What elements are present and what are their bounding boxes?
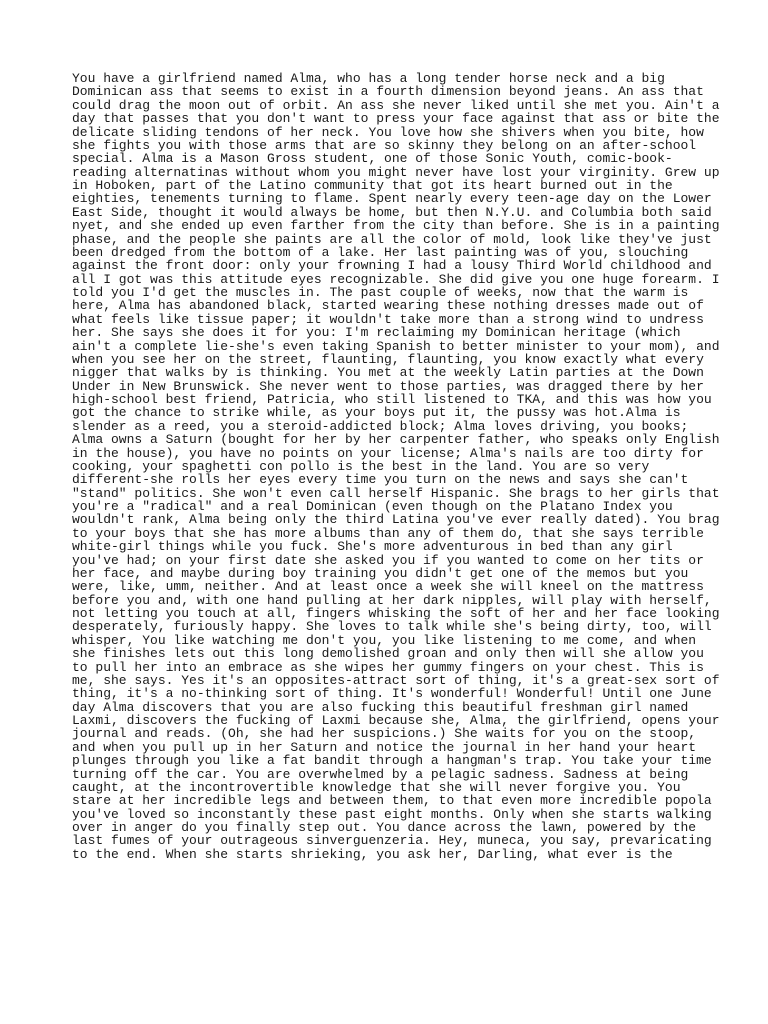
text-line: before you and, with one hand pulling at her dark nipples, will play with herself, [72,592,712,608]
text-line: last fumes of your outrageous sinverguenzeria. Hey, muneca, you say, prevaricating [72,833,712,849]
text-line: and when you pull up in her Saturn and notice the journal in her hand your heart [72,739,697,755]
text-line: you're a "radical" and a real Dominican (even though on the Platano Index you [72,499,673,514]
body-text [72,71,720,862]
text-line: to the end. When she starts shrieking, you ask her, Darling, what ever is the [72,846,673,862]
text-line: plunges through you like a fat bandit through a hangman's trap. You take your time [72,753,712,769]
text-line: journal and reads. (Oh, she had her suspicions.) She waits for you on the stoop, [72,726,697,742]
text-line: special. Alma is a Mason Gross student, one of those Sonic Youth, comic-book- [72,151,673,167]
text-line: she finishes lets out this long demolished groan and only then will she allow you [72,646,704,662]
text-line: Dominican ass that seems to exist in a fourth dimension beyond jeans. An ass that [72,84,704,100]
text-line: cooking, your spaghetti con pollo is the best in the land. You are so very [72,458,650,474]
text-line: could drag the moon out of orbit. An ass she never liked until she met you. Ain't a [72,97,720,113]
text-line: "stand" politics. She won't even call herself Hispanic. She brags to her girls that [72,485,720,501]
text-line: East Side, thought it would always be home, but then N.Y.U. and Columbia both said [72,204,712,220]
text-line: ain't a complete lie-she's even taking Spanish to better minister to your mom), and [72,338,720,354]
text-line: not letting you touch at all, fingers whisking the soft of her and her face looking [72,606,720,621]
text-line: what feels like tissue paper; it wouldn't take more than a strong wind to undress [72,311,704,327]
text-line: got the chance to strike while, as your boys put it, the pussy was hot.Alma is [72,405,681,421]
text-line: in the house), you have no points on your license; Alma's nails are too dirty for [72,445,704,461]
text-line: nyet, and she ended up even farther from the city than before. She is in a painting [72,218,720,234]
text-line: you've loved so inconstantly these past eight months. Only when she starts walking [72,806,712,822]
text-line: delicate sliding tendons of her neck. You love how she shivers when you bite, how [72,124,704,140]
text-line: told you I'd get the muscles in. The past couple of weeks, now that the warm is [72,285,689,300]
text-line: reading alternatinas without whom you might never have lost your virginity. Grew up [72,164,720,180]
text-line: nigger that walks by is thinking. You met at the weekly Latin parties at the Down [72,365,704,381]
text-line: slender as a reed, you a steroid-addicted block; Alma loves driving, you books; [72,418,689,434]
text-line: her face, and maybe during boy training you didn't get one of the memos but you [72,565,689,581]
text-line: caught, at the incontrovertible knowledge that she will never forgive you. You [72,779,681,795]
text-line: against the front door: only your frowning I had a lousy Third World childhood and [72,258,712,274]
text-line: when you see her on the street, flaunting, flaunting, you know exactly what every [72,351,704,367]
text-line: day that passes that you don't want to press your face against that ass or bite the [72,111,720,127]
text-line: been dredged from the bottom of a lake. Her last painting was of you, slouching [72,244,689,260]
text-line: different-she rolls her eyes every time you turn on the news and says she can't [72,472,689,488]
text-line: her. She says she does it for you: I'm reclaiming my Dominican heritage (which [72,325,681,341]
text-line: in Hoboken, part of the Latino community that got its heart burned out in the [72,178,673,193]
text-line: wouldn't rank, Alma being only the third Latina you've ever really dated). You brag [72,512,720,528]
text-line: desperately, furiously happy. She loves to talk while she's being dirty, too, will [72,619,712,635]
text-line: me, she says. Yes it's an opposites-attract sort of thing, it's a great-sex sort of [72,672,720,688]
text-line: whisper, You like watching me don't you, you like listening to me come, and when [72,632,697,648]
text-line: to pull her into an embrace as she wipes her gummy fingers on your chest. This is [72,659,704,675]
text-line: You have a girlfriend named Alma, who has a long tender horse neck and a big [72,71,665,86]
text-line: over in anger do you finally step out. You dance across the lawn, powered by the [72,820,697,835]
text-line: stare at her incredible legs and between them, to that even more incredible popola [72,793,712,809]
text-line: were, like, umm, neither. And at least once a week she will kneel on the mattress [72,579,704,595]
text-line: phase, and the people she paints are all the color of mold, look like they've just [72,231,712,247]
text-line: here, Alma has abandoned black, started wearing these nothing dresses made out of [72,298,704,314]
text-line: you've had; on your first date she asked you if you wanted to come on her tits or [72,552,704,568]
text-line: Laxmi, discovers the fucking of Laxmi because she, Alma, the girlfriend, opens your [72,713,720,728]
text-line: all I got was this attitude eyes recognizable. She did give you one huge forearm. I [72,271,720,287]
text-line: white-girl things while you fuck. She's more adventurous in bed than any girl [72,539,673,555]
text-line: eighties, tenements turning to flame. Spent nearly every teen-age day on the Lower [72,191,712,207]
text-line: turning off the car. You are overwhelmed by a pelagic sadness. Sadness at being [72,766,689,782]
text-line: to your boys that she has more albums than any of them do, that she says terrible [72,525,704,541]
text-line: thing, it's a no-thinking sort of thing. It's wonderful! Wonderful! Until one June [72,686,712,702]
text-line: Alma owns a Saturn (bought for her by her carpenter father, who speaks only English [72,432,720,448]
text-line: high-school best friend, Patricia, who still listened to TKA, and this was how you [72,392,712,407]
text-line: she fights you with those arms that are so skinny they belong on an after-school [72,137,697,153]
text-line: Under in New Brunswick. She never went to those parties, was dragged there by her [72,378,704,394]
text-line: day Alma discovers that you are also fucking this beautiful freshman girl named [72,699,689,715]
